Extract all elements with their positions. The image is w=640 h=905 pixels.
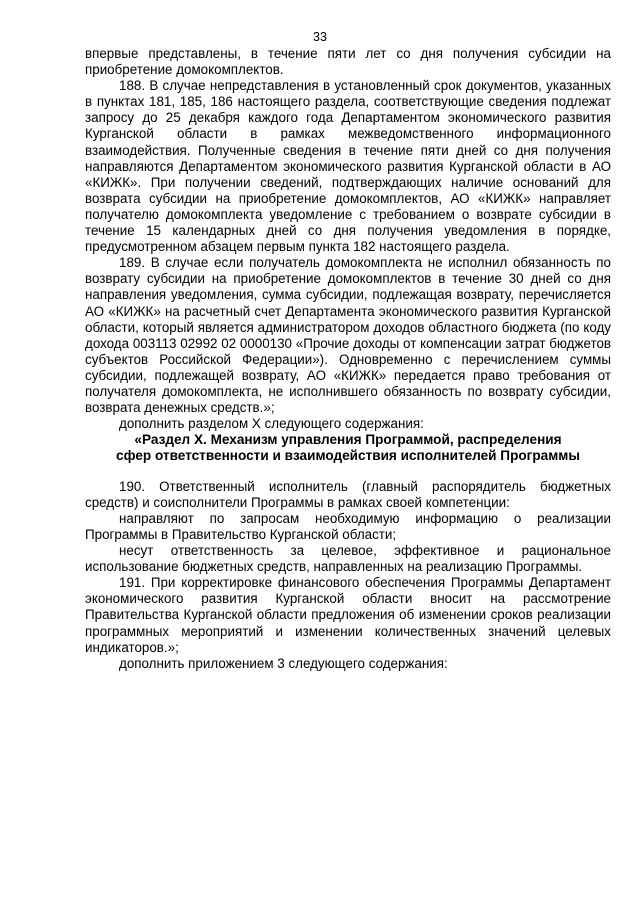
paragraph-190-item-a: направляют по запросам необходимую информацию о реализации Программы в Правительство Курганской области; — [85, 510, 611, 542]
document-body — [85, 46, 611, 672]
section-heading — [85, 432, 611, 464]
paragraph-190-item-b: несут ответственность за целевое, эффективное и рациональное использование бюджетных средств, направленных на реализацию Программы. — [85, 543, 611, 575]
paragraph-add-appendix: дополнить приложением 3 следующего содержания: — [119, 655, 448, 671]
section-heading-line-2: сфер ответственности и взаимодействия исполнителей Программы — [116, 448, 580, 464]
paragraph-188: 188. В случае непредставления в установленный срок документов, указанных в пунктах 181, 185, 186 настоящего раздела, соответствующие сведения подлежат запросу до 25 декабря каждого года Департаментом экономического развития Курганской области в рамках межведомственного информационного взаимодействия. Полученные сведения в течение пяти дней со дня получения направляются Департаментом экономического развития Курганской области в АО «КИЖК». При получении сведений, подтверждающих наличие оснований для возврата субсидии на приобретение домокомплектов, АО «КИЖК» направляет получателю домокомплекта уведомление с требованием о возврате субсидии в течение 15 календарных дней со дня получения уведомления в порядке, предусмотренном абзацем первым пункта 182 настоящего раздела. — [85, 78, 611, 255]
paragraph-add-section: дополнить разделом X следующего содержания: — [119, 416, 424, 432]
paragraph-continuation: впервые представлены, в течение пяти лет со дня получения субсидии на приобретение домокомплектов. — [85, 46, 611, 78]
paragraph-190: 190. Ответственный исполнитель (главный распорядитель бюджетных средств) и соисполнители Программы в рамках своей компетенции: — [85, 478, 611, 510]
paragraph-189: 189. В случае если получатель домокомплекта не исполнил обязанность по возврату субсидии на приобретение домокомплектов в течение 30 дней со дня направления уведомления, сумма субсидии, подлежащая возврату, перечисляется АО «КИЖК» на расчетный счет Департамента экономического развития Курганской области, который является администратором доходов областного бюджета (по коду дохода 003113 02992 02 0000130 «Прочие доходы от компенсации затрат бюджетов субъектов Российской Федерации»). Одновременно с перечислением суммы субсидии, подлежащей возврату, АО «КИЖК» передается право требования от получателя домокомплекта, не исполнившего обязанность по возврату субсидии, возврата денежных средств.»; — [85, 255, 611, 416]
section-heading-line-1: «Раздел X. Механизм управления Программой, распределения — [134, 432, 562, 448]
paragraph-191: 191. При корректировке финансового обеспечения Программы Департамент экономического развития Курганской области вносит на рассмотрение Правительства Курганской области предложения об изменении сроков реализации программных мероприятий и изменении количественных значений целевых индикаторов.»; — [85, 575, 611, 655]
page-number: 33 — [313, 30, 327, 44]
